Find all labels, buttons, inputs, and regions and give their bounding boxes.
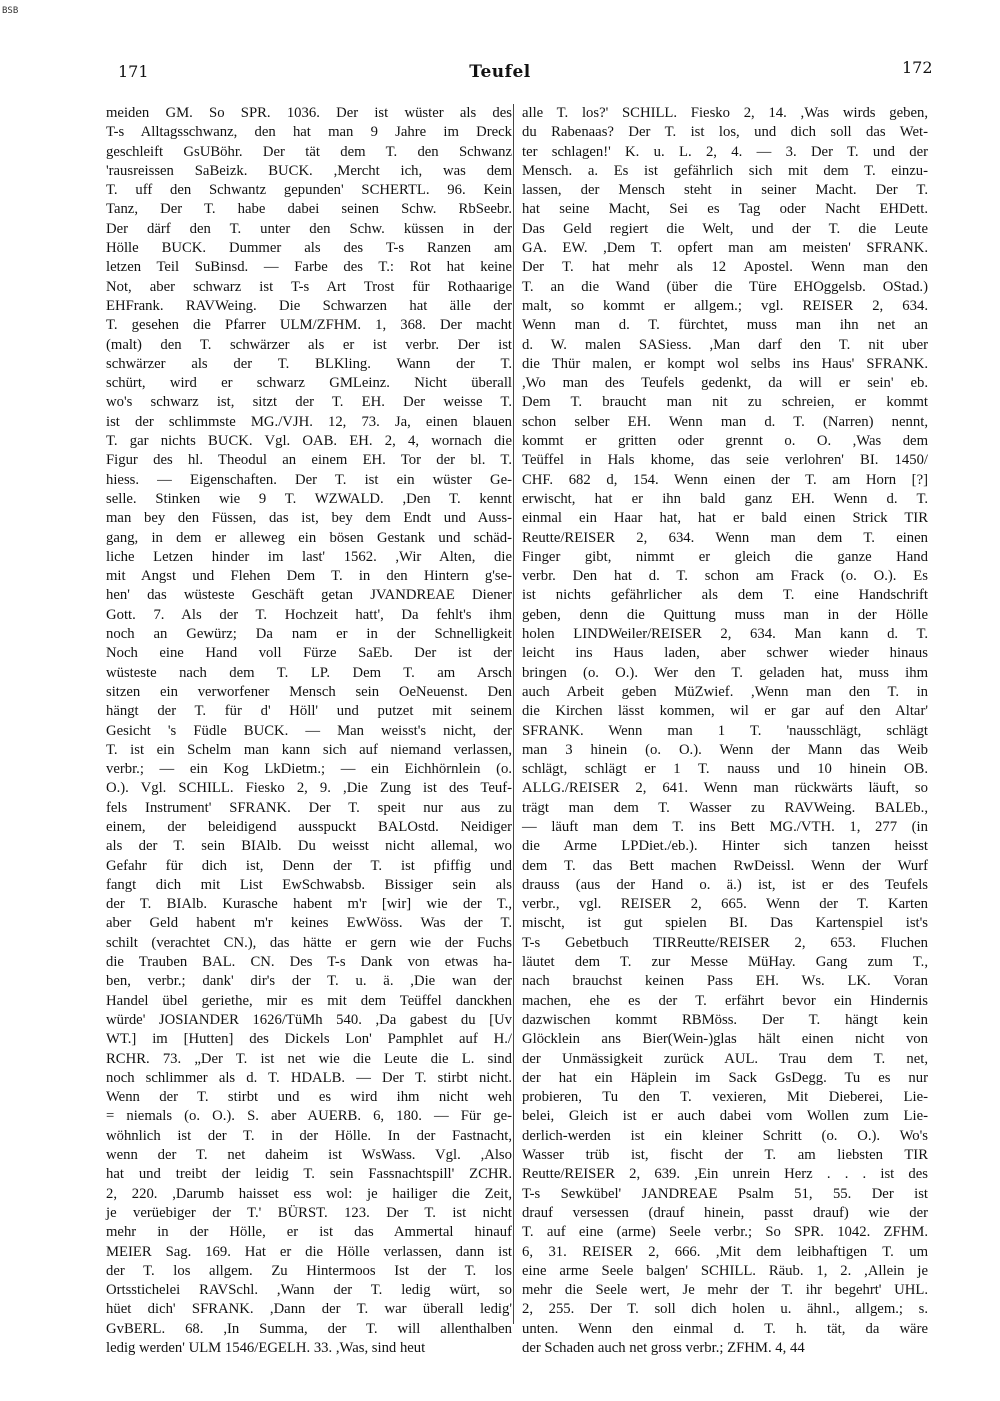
text-line: läutet dem T. zur Messe MüHay. Gang zum T.,	[522, 954, 928, 971]
text-line: hängt der T. für d' Höll' und putzet mit seinem	[106, 703, 512, 720]
text-line: würde' JOSIANDER 1626/TüMh 540. ,Da gabest du [Uv	[106, 1011, 512, 1028]
text-line: sitzen ein verworfener Mensch sein OeNeuenst. Den	[106, 683, 512, 700]
text-line: Ortsstichelei RAVSchl. ,Wann der T. ledig würt, so	[106, 1282, 512, 1299]
text-line: schon selber EH. Wenn man d. T. (Narren) nennt,	[522, 413, 928, 430]
text-line: fangt dich mit List EwSchwabsb. Bissiger sein als	[106, 876, 512, 893]
text-line: ledig werden' ULM 1546/EGELH. 33. ,Was, sind heut	[106, 1340, 426, 1356]
text-line: probieren, Tu den T. vexieren, Mit Dieberei, Lie-	[522, 1089, 928, 1106]
text-line: du Rabenaas? Der T. ist los, und dich soll das Wet-	[522, 124, 928, 141]
text-line: bringen (o. O.). Wer den T. geladen hat, muss ihm	[522, 664, 928, 681]
text-line: mischt, ist gut spielen BI. Das Kartenspiel ist's	[522, 915, 928, 932]
text-line: Mensch. a. Es ist gefährlich sich mit dem T. einzu-	[522, 162, 928, 179]
text-line: geben, denn die Quittung muss man in der Hölle	[522, 606, 928, 623]
text-line: man 3 hinein (o. O.). Wenn der Mann das Weib	[522, 741, 928, 758]
text-line: T-s Gebetbuch TIRReutte/REISER 2, 653. Fluchen	[522, 934, 928, 951]
text-line: Glöcklein ans Bier(Wein-)glas hält einen nicht von	[522, 1031, 928, 1048]
text-line: meiden GM. So SPR. 1036. Der ist wüster als des	[106, 105, 512, 121]
text-line: mehr die Seele wert, Je mehr der T. ihr begehrt' UHL.	[522, 1282, 928, 1299]
text-line: fels Instrument' SFRANK. Der T. speit nur aus zu	[106, 799, 512, 816]
text-line: hat seine Macht, Sei es Tag oder Nacht EHDett.	[522, 201, 928, 218]
page-header	[0, 58, 1000, 86]
text-line: ben, verbr.; dank' dir's der T. u. ä. ,Die wan der	[106, 973, 512, 990]
text-line: EHFrank. RAVWeing. Die Schwarzen hat älle der	[106, 297, 512, 314]
text-line: 6, 31. REISER 2, 666. ,Mit dem leibhaftigen T. um	[522, 1243, 928, 1260]
text-line: einem, der beleidigend ausspuckt BALOstd. Neidiger	[106, 818, 512, 835]
text-line: CHF. 682 d, 154. Wenn einen der T. am Horn [?]	[522, 471, 928, 488]
text-line: ist nichts gefährlicher als dem T. eine Handschrift	[522, 587, 928, 604]
text-line: Finger gibt, nimmt er gleich die ganze Hand	[522, 548, 928, 565]
text-line: letzen Teil SuBinsd. — Farbe des T.: Rot hat keine	[106, 259, 512, 276]
text-line: = niemals (o. O.). S. aber AUERB. 6, 180. — Für ge-	[106, 1108, 512, 1125]
text-line: — läuft man dem T. ins Bett MG./VTH. 1, 277 (in	[522, 818, 928, 835]
text-line: leicht ins Haus laden, aber schwer wieder hinaus	[522, 645, 928, 662]
text-line: die Arme LPDiet./eb.). Hinter sich tanzen heisst	[522, 838, 928, 855]
text-line: malt, so kommt er allgem.; vgl. REISER 2, 634.	[522, 297, 928, 314]
text-line: Hölle BUCK. Dummer als des T-s Ranzen am	[106, 240, 512, 257]
text-line: mit Angst und Flehen Dem T. in den Hintern g'se-	[106, 568, 512, 585]
text-line: d. W. malen SASiess. ,Man darf den T. nit uber	[522, 336, 928, 353]
text-line: die Kirchen lässt kommen, wil er gar auf den Altar'	[522, 703, 928, 720]
text-line: Not, aber schwarz ist T-s Art Trost für Rothaarige	[106, 278, 512, 295]
text-line: hen' das wüsteste Geschäft getan JVANDREAE Diener	[106, 587, 512, 604]
text-line: wo's schwarz ist, sitzt der T. EH. Der weisse T.	[106, 394, 512, 411]
text-line: liche Letzen hinder im last' 1562. ,Wir Alten, die	[106, 548, 512, 565]
text-line: Dem T. braucht man nit zu schreien, er kommt	[522, 394, 928, 411]
text-line: geschleift GsUBöhr. Der tät dem T. den Schwanz	[106, 143, 512, 160]
left-page-number: 171	[118, 62, 149, 81]
text-line: einmal ein Haar hat, hat er bald einen Strick TIR	[522, 510, 928, 527]
text-line: O.). Vgl. SCHILL. Fiesko 2, 9. ,Die Zung ist des Teuf-	[106, 780, 512, 797]
text-line: T. ist ein Schelm man kann sich auf niemand verlassen,	[106, 741, 512, 758]
text-line: der Schaden auch net gross verbr.; ZFHM. 4, 44	[522, 1340, 805, 1356]
text-line: der Unmässigkeit zurück AUL. Trau dem T. net,	[522, 1050, 928, 1067]
text-line: dazwischen kommt RBMöss. Der T. hängt kein	[522, 1011, 928, 1028]
text-line: verbr. Den hat d. T. schon am Frack (o. O.). Es	[522, 568, 928, 585]
text-line: Wenn man d. T. fürchtet, muss man ihn net an	[522, 317, 928, 334]
text-line: nach brauchst keinen Pass EH. Ws. LK. Voran	[522, 973, 928, 990]
text-line: selle. Stinken wie 9 T. WZWALD. ,Den T. kennt	[106, 490, 512, 507]
text-line: eine arme Seele balgen' SCHILL. Räub. 1, 2. ,Allein je	[522, 1262, 928, 1279]
text-line: erwischt, hat er ihn bald ganz EH. Wenn d. T.	[522, 490, 928, 507]
text-line: 2, 220. ,Darumb haisset ess wol: je hailiger die Zeit,	[106, 1185, 512, 1202]
text-line: Der T. hat mehr als 12 Apostel. Wenn man den	[522, 259, 928, 276]
text-line: als der T. sein BIAlb. Du weisst nicht allemal, wo	[106, 838, 512, 855]
text-line: T-s Sewkübel' JANDREAE Psalm 51, 55. Der ist	[522, 1185, 928, 1202]
text-line: schilt (verachtet CN.), das hätte er gern wie der Fuchs	[106, 934, 512, 951]
text-line: MEIER Sag. 169. Hat er die Hölle verlassen, dann ist	[106, 1243, 512, 1260]
text-line: schürt, wird er schwarz GMLeinz. Nicht überall	[106, 375, 512, 392]
text-line: gang, in dem er alleweg ein bösen Gestank und schäd-	[106, 529, 512, 546]
text-line: Tanz, Der T. habe dabei seinen Schw. RbSeebr.	[106, 201, 512, 218]
text-line: alle T. los?' SCHILL. Fiesko 2, 14. ,Was wirds geben,	[522, 105, 928, 121]
text-line: drauss (aus der Hand o. ä.) ist, ist er des Teufels	[522, 876, 928, 893]
text-line: mehr in der Hölle, er ist das Ammertal hinauf	[106, 1224, 512, 1241]
text-line: ist der schlimmste MG./VJH. 12, 73. Ja, einen blauen	[106, 413, 512, 430]
text-line: T. auf eine (arme) Seele verbr.; So SPR. 1042. ZFHM.	[522, 1224, 928, 1241]
text-line: hüet dich' SFRANK. ,Dann der T. war überall ledig'	[106, 1301, 512, 1318]
text-line: ter schlagen!' K. u. L. 2, 4. — 3. Der T. und der	[522, 143, 928, 160]
text-line: die Trauben BAL. CN. Des T-s Dank von etwas ha-	[106, 954, 512, 971]
text-line: schlägt, schlägt er 1 T. nauss und 10 hinein OB.	[522, 761, 928, 778]
text-line: dem T. das Bett machen RwDeissl. Wenn der Wurf	[522, 857, 928, 874]
text-line: die Thür malen, er kompt wol selbs ins Haus' SFRANK.	[522, 355, 928, 372]
text-line: Wenn der T. stirbt und es wird ihm nicht weh	[106, 1089, 512, 1106]
text-line: WT.] im [Hutten] des Dickels Lon' Pamphlet auf H./	[106, 1031, 512, 1048]
right-page-number: 172	[902, 58, 933, 77]
text-line: wenn der T. net daheim ist WsWass. Vgl. ,Also	[106, 1147, 512, 1164]
text-line: Das Geld regiert die Welt, und der T. die Leute	[522, 220, 928, 237]
text-line: lassen, der Mensch steht in seiner Macht. Der T.	[522, 182, 928, 199]
text-line: Wasser trüb ist, fischt der T. am liebsten TIR	[522, 1147, 928, 1164]
text-line: aber Geld habent m'r keines EwWöss. Was der T.	[106, 915, 512, 932]
text-line: Gesicht 's Füdle BUCK. — Man weisst's nicht, der	[106, 722, 512, 739]
text-line: SFRANK. Wenn man 1 T. 'nausschlägt, schlägt	[522, 722, 928, 739]
text-line: der hat ein Häplein im Sack GsDegg. Tu es nur	[522, 1069, 928, 1086]
text-line: GvBERL. 68. ,In Summa, der T. will allenthalben	[106, 1320, 512, 1337]
text-line: Handel übel geriethe, mir es mit dem Teüffel danckhen	[106, 992, 512, 1009]
text-line: RCHR. 73. „Der T. ist net wie die Leute die L. sind	[106, 1050, 512, 1067]
text-line: holen LINDWeiler/REISER 2, 634. Man kann d. T.	[522, 626, 928, 643]
text-line: GA. EW. ,Dem T. opfert man am meisten' SFRANK.	[522, 240, 928, 257]
text-line: T-s Alltagsschwanz, den hat man 9 Jahre im Dreck	[106, 124, 512, 141]
text-line: unten. Wenn den einmal d. T. h. tät, da wäre	[522, 1320, 928, 1337]
text-line: drauf versessen (drauf hinein, passt drauf) wie der	[522, 1204, 928, 1221]
text-line: man bey den Füssen, das ist, bey dem Endt und Auss-	[106, 510, 512, 527]
text-line: Teüffel in Hals khome, das seie verlohren' BI. 1450/	[522, 452, 928, 469]
right-text-column	[522, 104, 928, 1356]
left-text-column	[106, 104, 512, 1356]
text-line: Gott. 7. Als der T. Hochzeit hatt', Da fehlt's ihm	[106, 606, 512, 623]
text-line: der T. los allgem. Zu Hintermoos Ist der T. los	[106, 1262, 512, 1279]
text-line: T. an die Wand (über die Türe EHOggelsb. OStad.)	[522, 278, 928, 295]
text-line: trägt man dem T. Wasser zu RAVWeing. BALEb.,	[522, 799, 928, 816]
text-line: schwärzer als der T. BLKling. Wann der T.	[106, 355, 512, 372]
text-line: verbr.; — ein Kog LkDietm.; — ein Eichhörnlein (o.	[106, 761, 512, 778]
text-line: Reutte/REISER 2, 634. Wenn man dem T. einen	[522, 529, 928, 546]
text-line: ALLG./REISER 2, 641. Wenn man rückwärts läuft, so	[522, 780, 928, 797]
text-line: 'rausreissen SaBeizk. BUCK. ,Mercht ich, was dem	[106, 162, 512, 179]
column-divider	[513, 104, 514, 1324]
text-line: je verüebiger der T.' BÜRST. 123. Der T. ist nicht	[106, 1204, 512, 1221]
text-line: noch schlimmer als d. T. HDALB. — Der T. stirbt nicht.	[106, 1069, 512, 1086]
text-line: T. gar nichts BUCK. Vgl. OAB. EH. 2, 4, wornach die	[106, 433, 512, 450]
text-line: Gefahr für dich ist, Denn der T. ist pfiffig und	[106, 857, 512, 874]
text-line: T. gesehen die Pfarrer ULM/ZFHM. 1, 368. Der macht	[106, 317, 512, 334]
text-line: kommt er gritten oder grennt o. O. ,Was dem	[522, 433, 928, 450]
text-line: 2, 255. Der T. soll dich holen u. ähnl., allgem.; s.	[522, 1301, 928, 1318]
text-line: verbr., vgl. REISER 2, 665. Wenn der T. Karten	[522, 896, 928, 913]
text-line: Figur des hl. Theodul an einem EH. Tor der bl. T.	[106, 452, 512, 469]
text-line: auch Arbeit geben MüZwief. ,Wenn man den T. in	[522, 683, 928, 700]
text-line: derlich-werden ist ein kleiner Schritt (o. O.). Wo's	[522, 1127, 928, 1144]
text-line: ,Wo man des Teufels gedenkt, da will er sein' eb.	[522, 375, 928, 392]
text-line: wöhnlich ist der T. in der Hölle. In der Fastnacht,	[106, 1127, 512, 1144]
text-line: Noch eine Hand voll Fürze SaEb. Der ist der	[106, 645, 512, 662]
text-line: T. uff den Schwantz gepunden' SCHERTL. 96. Kein	[106, 182, 512, 199]
text-line: Reutte/REISER 2, 639. ,Ein unrein Herz . . . ist des	[522, 1166, 928, 1183]
text-line: der T. BIAlb. Kurasche habent m'r [wir] wie der T.,	[106, 896, 512, 913]
text-line: machen, ehe es der T. erfährt bevor ein Hindernis	[522, 992, 928, 1009]
text-line: Der därf den T. unter den Schw. küssen in der	[106, 220, 512, 237]
text-line: belei, Gleich ist er auch dabei vom Wollen zum Lie-	[522, 1108, 928, 1125]
text-line: hat und treibt der leidig T. sein Fassnachtspill' ZCHR.	[106, 1166, 512, 1183]
running-headword: Teufel	[469, 62, 531, 82]
library-stamp: BSB	[2, 6, 19, 16]
text-line: noch an Gewürz; Da nam er in der Schnelligkeit	[106, 626, 512, 643]
text-line: (malt) den T. schwärzer als er ist verbr. Der ist	[106, 336, 512, 353]
text-line: wüsteste nach dem T. LP. Dem T. am Arsch	[106, 664, 512, 681]
text-line: hiess. — Eigenschaften. Der T. ist ein wüster Ge-	[106, 471, 512, 488]
